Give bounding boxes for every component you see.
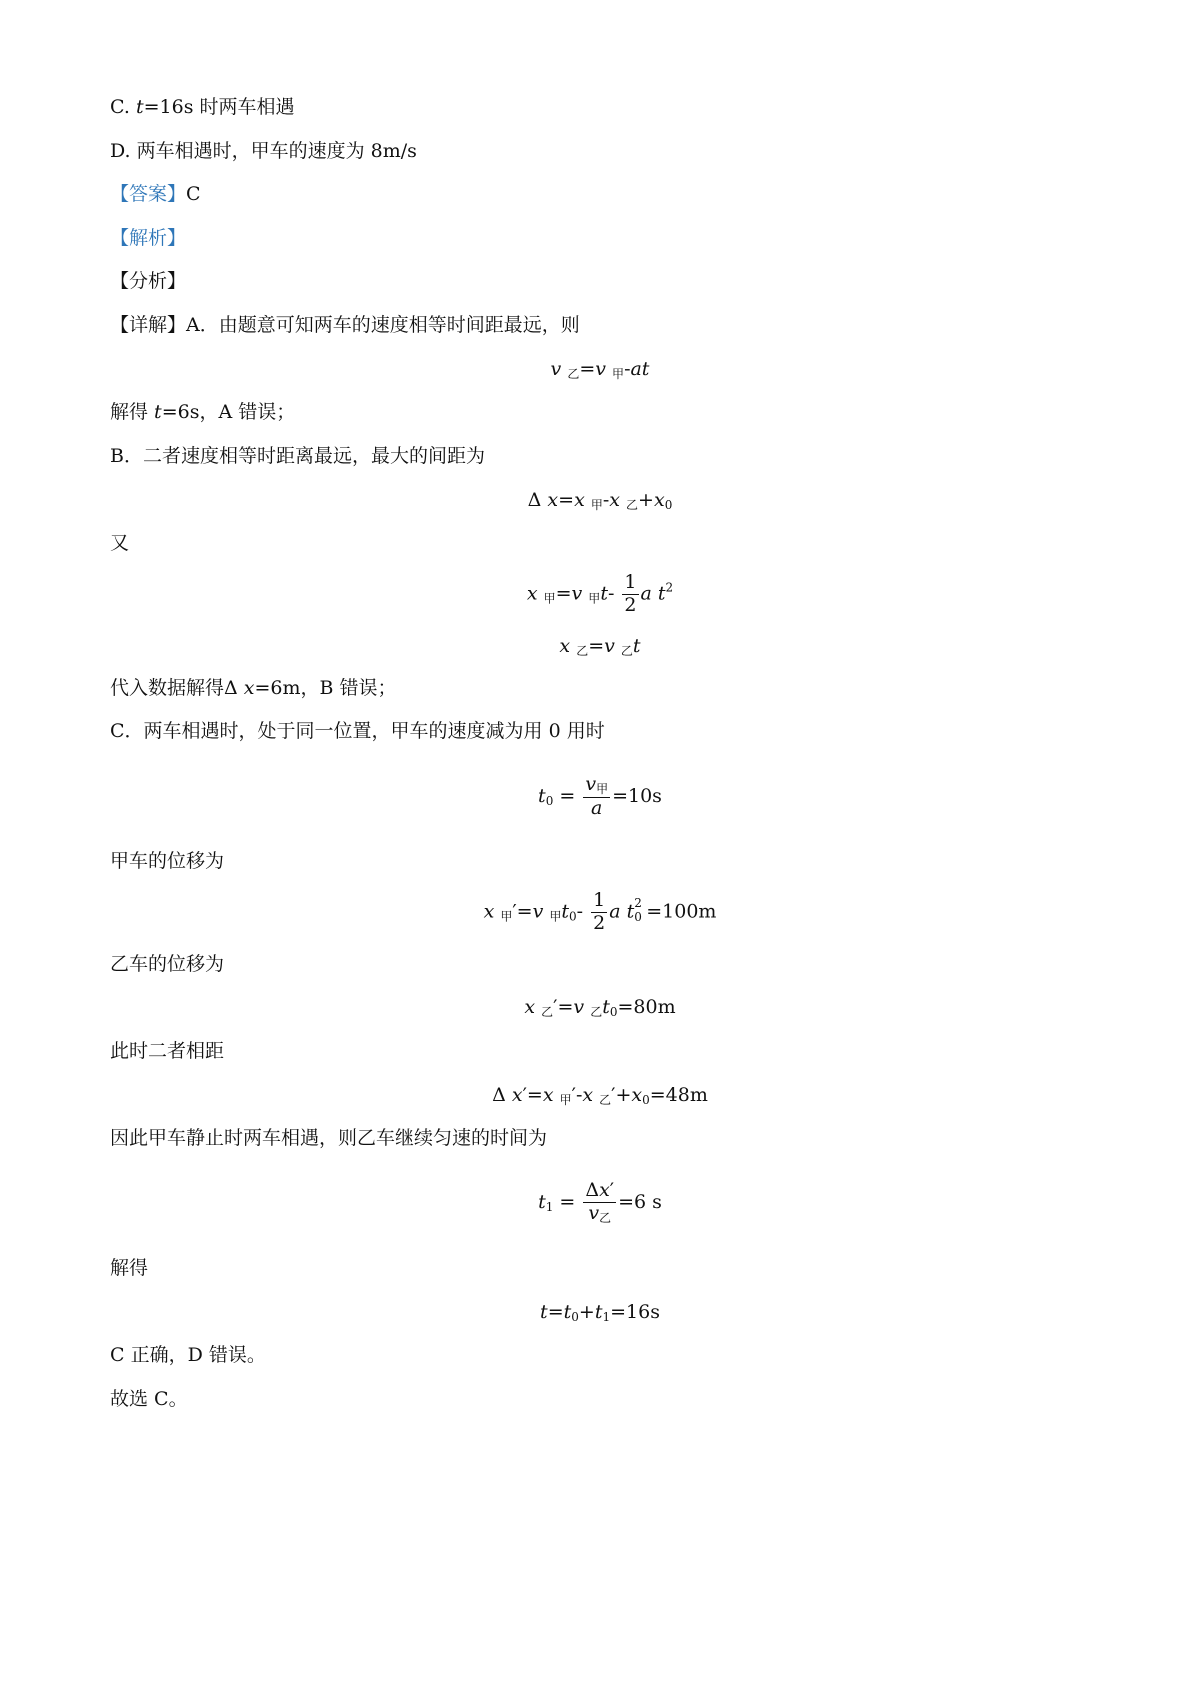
equation-x-yi: x 乙=v 乙t — [559, 635, 641, 658]
solve-a: 解得 t=6s，A 错误； — [110, 401, 296, 423]
meet-analysis: 因此甲车静止时两车相遇，则乙车继续匀速的时间为 — [110, 1127, 548, 1149]
equation-delta-x: Δ x=x 甲-x 乙+x0 — [527, 489, 673, 512]
option-c-analysis: C．两车相遇时，处于同一位置，甲车的速度减为用 0 用时 — [110, 720, 605, 742]
substitute-b: 代入数据解得Δ x=6m，B 错误； — [110, 677, 397, 699]
equation-velocity: v 乙=v 甲-at — [550, 358, 650, 381]
jia-displacement-label: 甲车的位移为 — [110, 850, 225, 872]
distance-label: 此时二者相距 — [110, 1040, 225, 1062]
you-text: 又 — [110, 532, 130, 554]
jiede-label: 解得 — [110, 1257, 149, 1279]
final-choice: 故选 C。 — [110, 1388, 188, 1410]
analysis-tag: 【解析】 — [110, 227, 187, 249]
equation-t0: t0 = $\frac{\text{v甲}}{a}$ =10s — [538, 773, 662, 819]
yi-displacement-label: 乙车的位移为 — [110, 953, 225, 975]
equation-t1: t1 = $\frac{\Delta x'}{\text{v乙}}$ =6 s — [538, 1179, 662, 1225]
fenxi-tag: 【分析】 — [110, 270, 187, 292]
equation-total-time: t=t0+t1=16s — [540, 1301, 660, 1324]
option-d: D. 两车相遇时，甲车的速度为 8m/s — [110, 140, 417, 162]
equation-x-jia-prime: x 甲′=v 甲t0- $\frac{1}{2}$ a t 2 0 =100m — [483, 889, 717, 934]
option-b-analysis: B．二者速度相等时距离最远，最大的间距为 — [110, 445, 485, 467]
answer-line: 【答案】C — [110, 183, 201, 205]
equation-delta-x-prime: Δ x′=x 甲′-x 乙′+x0=48m — [492, 1084, 708, 1107]
equation-x-yi-prime: x 乙′=v 乙t0=80m — [524, 996, 676, 1019]
equation-x-jia: x 甲=v 甲t- $\frac{1}{2}$ a $t^2$ — [526, 571, 674, 616]
conclusion-correct: C 正确，D 错误。 — [110, 1344, 266, 1366]
detail-intro: 【详解】A．由题意可知两车的速度相等时间距最远，则 — [110, 314, 580, 336]
option-c: C. t=16s 时两车相遇 — [110, 96, 295, 118]
